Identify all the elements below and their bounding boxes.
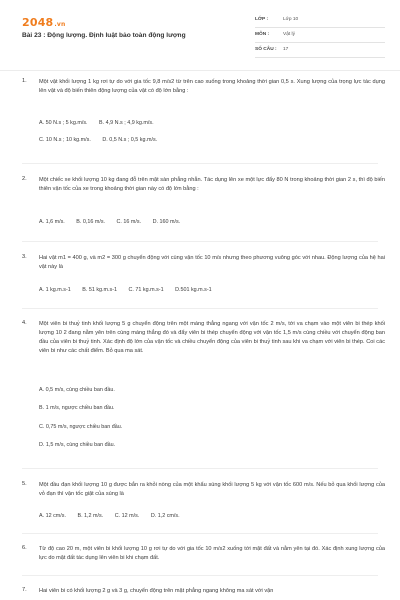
option-d[interactable]: D. 160 m/s. (152, 219, 181, 225)
option-a[interactable]: A. 0,5 m/s, cùng chiều ban đầu. (39, 387, 115, 393)
meta-value: Vật lý (283, 32, 295, 37)
logo-suffix: .vn (54, 21, 66, 28)
question-number: 2. (22, 176, 27, 182)
question-text: Từ độ cao 20 m, một viên bi khối lượng 10 g rơi tự do với gia tốc 10 m/s2 xuống tới mặt đất và nằm yên tại đó. Xác định xung lượng của lực do mặt đất tác dụng lên viên bi khi chạm đất. (39, 546, 385, 561)
header-divider (0, 70, 400, 71)
question-number: 1. (22, 78, 27, 84)
question-text: Hai vật m1 = 400 g, và m2 = 300 g chuyển động với cùng vận tốc 10 m/s nhưng theo phương vuông góc với nhau. Động lượng của hệ hai vật này là (39, 255, 385, 270)
option-a[interactable]: A. 50 N.s ; 5 kg.m/s. (39, 120, 88, 126)
question-number: 6. (22, 545, 27, 551)
options-row (39, 120, 164, 126)
meta-row-subject (255, 29, 385, 43)
lesson-title: Bài 23 : Động lượng. Định luật bảo toàn động lượng (22, 32, 186, 39)
meta-label: LỚP : (255, 17, 269, 22)
meta-label: SỐ CÂU : (255, 47, 277, 52)
question-divider (22, 163, 378, 164)
option-c[interactable]: C. 71 kg.m.s-1 (128, 287, 164, 293)
question-text: Một đầu đạn khối lượng 10 g được bắn ra khỏi nòng của một khẩu súng khối lượng 5 kg với vận tốc 600 m/s. Nếu bỏ qua khối lượng của vỏ đạn thì vận tốc giật của súng là (39, 482, 385, 497)
option-b[interactable]: B. 1 m/s, ngược chiều ban đầu. (39, 405, 115, 411)
option-c[interactable]: C. 12 m/s. (114, 513, 140, 519)
option-c[interactable]: C. 16 m/s. (116, 219, 142, 225)
question-divider (22, 575, 378, 576)
meta-row-count (255, 44, 385, 58)
option-a[interactable]: A. 1 kg.m.s-1 (39, 287, 71, 293)
options-row (39, 513, 190, 519)
meta-row-class (255, 14, 385, 28)
option-d[interactable]: D. 1,5 m/s, cùng chiều ban đầu. (39, 442, 116, 448)
option-a[interactable]: A. 1,6 m/s. (39, 219, 65, 225)
question-text: Một chiếc xe khối lượng 10 kg đang đỗ trên mặt sàn phẳng nhẵn. Tác dụng lên xe một lực đẩy 80 N trong khoảng thời gian 2 s, thì độ biến thiên vận tốc của xe trong khoảng thời gian này có độ lớn bằng : (39, 177, 385, 192)
option-d[interactable]: D. 1,2 cm/s. (150, 513, 180, 519)
options-row (39, 137, 167, 143)
question-number: 5. (22, 481, 27, 487)
question-text: Một viên bi thuỷ tinh khối lượng 5 g chuyển động trên một máng thẳng ngang với vận tốc 2 m/s, tới va chạm vào một viên bi thép khối lượng 10 2 đang nằm yên trên cùng máng thẳng đó và đẩy viên bi thép chuyển động với vận tốc 1,5 m/s cùng chiều với chuyển động ban đầu của viên bi thuỷ tinh. Xác định độ lớn của vận tốc và chiều chuyển động của viên bi thuỷ tinh sau khi va chạm với viên bi thép. Coi các viên bi như các chất điểm. Bỏ qua ma sát. (39, 321, 385, 354)
question-text: Hai viên bi có khối lượng 2 g và 3 g, chuyển động trên mặt phẳng ngang không ma sát với vận (39, 588, 274, 594)
options-row (39, 219, 190, 225)
question-number: 4. (22, 320, 27, 326)
question-divider (22, 468, 378, 469)
meta-value: Lớp 10 (283, 17, 299, 22)
option-a[interactable]: A. 12 cm/s. (39, 513, 66, 519)
option-d[interactable]: D.501 kg.m.s-1 (175, 287, 212, 293)
options-row (39, 287, 222, 293)
logo-main: 2048 (22, 16, 54, 29)
question-text: Một vật khối lượng 1 kg rơi tự do với gia tốc 9,8 m/s2 từ trên cao xuống trong khoảng thời gian 0,5 s. Xung lượng của trọng lực tác dụng lên vật và độ biến thiên động lượng của vật có độ lớn bằng : (39, 79, 385, 94)
question-divider (22, 241, 378, 242)
option-d[interactable]: D. 0,5 N.s ; 0,5 kg.m/s. (102, 137, 158, 143)
option-b[interactable]: B. 1,2 m/s. (77, 513, 104, 519)
option-b[interactable]: B. 0,16 m/s. (76, 219, 106, 225)
option-b[interactable]: B. 4,9 N.s ; 4,9 kg.m/s. (99, 120, 154, 126)
question-number: 3. (22, 254, 27, 260)
meta-label: MÔN : (255, 32, 270, 37)
option-c[interactable]: C. 0,75 m/s, ngược chiều ban đầu. (39, 424, 123, 430)
meta-value: 17 (283, 47, 289, 52)
site-logo[interactable] (22, 16, 65, 29)
question-number: 7. (22, 587, 27, 593)
page-header (0, 0, 400, 64)
option-c[interactable]: C. 10 N.s ; 10 kg.m/s. (39, 137, 91, 143)
question-divider (22, 533, 378, 534)
option-b[interactable]: B. 51 kg.m.s-1 (82, 287, 118, 293)
question-divider (22, 308, 378, 309)
